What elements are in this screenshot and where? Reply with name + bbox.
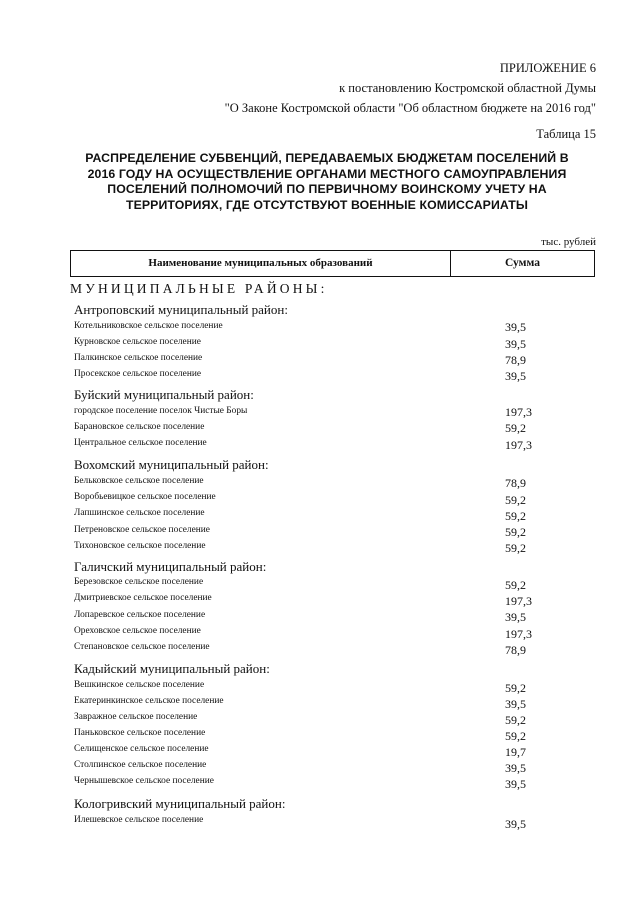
settlement-amount: 59,2 — [505, 421, 526, 435]
settlement-amount: 59,2 — [505, 681, 526, 695]
settlement-name: Паньковское сельское поселение — [74, 728, 206, 738]
appendix-law-title: "О Законе Костромской области "Об областном бюджете на 2016 год" — [224, 101, 596, 115]
title-line: РАСПРЕДЕЛЕНИЕ СУБВЕНЦИЙ, ПЕРЕДАВАЕМЫХ БЮДЖЕТАМ ПОСЕЛЕНИЙ В — [85, 151, 569, 165]
settlement-amount: 59,2 — [505, 541, 526, 555]
settlement-name: Бельковское сельское поселение — [74, 476, 204, 486]
settlement-name: Дмитриевское сельское поселение — [74, 593, 212, 603]
settlement-name: Столпинское сельское поселение — [74, 760, 207, 770]
settlement-name: Петреновское сельское поселение — [74, 525, 210, 535]
settlement-amount: 39,5 — [505, 610, 526, 624]
settlement-name: Лапшинское сельское поселение — [74, 508, 205, 518]
district-heading: Буйский муниципальный район: — [74, 387, 254, 402]
settlement-name: Барановское сельское поселение — [74, 422, 205, 432]
settlement-name: Котельниковское сельское поселение — [74, 321, 223, 331]
settlement-amount: 197,3 — [505, 405, 532, 419]
settlement-amount: 59,2 — [505, 525, 526, 539]
table-number: Таблица 15 — [536, 127, 596, 141]
settlement-name: Березовское сельское поселение — [74, 577, 204, 587]
settlement-name: Лопаревское сельское поселение — [74, 610, 206, 620]
appendix-number: ПРИЛОЖЕНИЕ 6 — [499, 61, 596, 75]
settlement-amount: 59,2 — [505, 729, 526, 743]
settlement-name: Екатеринкинское сельское поселение — [74, 696, 224, 706]
settlement-amount: 197,3 — [505, 627, 532, 641]
settlement-amount: 197,3 — [505, 438, 532, 452]
district-heading: Кадыйский муниципальный район: — [74, 661, 270, 676]
settlement-amount: 39,5 — [505, 320, 526, 334]
document-title — [62, 151, 592, 213]
settlement-amount: 39,5 — [505, 697, 526, 711]
settlement-name: Тихоновское сельское поселение — [74, 541, 206, 551]
district-heading: Вохомский муниципальный район: — [74, 457, 269, 472]
district-heading: Антроповский муниципальный район: — [74, 302, 288, 317]
settlement-amount: 19,7 — [505, 745, 526, 759]
settlement-name: Ореховское сельское поселение — [74, 626, 201, 636]
settlement-amount: 39,5 — [505, 337, 526, 351]
settlement-name: Завражное сельское поселение — [74, 712, 198, 722]
settlement-name: Курновское сельское поселение — [74, 337, 201, 347]
column-header-name: Наименование муниципальных образований — [71, 251, 451, 276]
settlement-name: Вешкинское сельское поселение — [74, 680, 205, 690]
settlement-amount: 39,5 — [505, 369, 526, 383]
settlement-amount: 78,9 — [505, 643, 526, 657]
settlement-amount: 39,5 — [505, 777, 526, 791]
column-header-sum: Сумма — [505, 257, 540, 269]
units-label: тыс. рублей — [541, 236, 596, 248]
settlement-amount: 59,2 — [505, 493, 526, 507]
settlement-name: Центральное сельское поселение — [74, 438, 207, 448]
settlement-name: Палкинское сельское поселение — [74, 353, 203, 363]
section-title: МУНИЦИПАЛЬНЫЕ РАЙОНЫ: — [70, 281, 328, 296]
settlement-amount: 197,3 — [505, 594, 532, 608]
settlement-name: Просекское сельское поселение — [74, 369, 202, 379]
title-line: ТЕРРИТОРИЯХ, ГДЕ ОТСУТСТВУЮТ ВОЕННЫЕ КОМИССАРИАТЫ — [125, 197, 529, 212]
settlement-amount: 59,2 — [505, 509, 526, 523]
settlement-name: Чернышевское сельское поселение — [74, 776, 214, 786]
settlement-name: Воробьевицкое сельское поселение — [74, 492, 216, 502]
settlement-amount: 59,2 — [505, 578, 526, 592]
district-heading: Кологривский муниципальный район: — [74, 796, 286, 811]
settlement-name: Степановское сельское поселение — [74, 642, 210, 652]
settlement-name: Илешевское сельское поселение — [74, 815, 204, 825]
settlement-amount: 39,5 — [505, 817, 526, 831]
title-line: 2016 ГОДУ НА ОСУЩЕСТВЛЕНИЕ ОРГАНАМИ МЕСТНОГО САМОУПРАВЛЕНИЯ — [87, 166, 567, 181]
settlement-name: городское поселение поселок Чистые Боры — [74, 406, 248, 416]
settlement-amount: 78,9 — [505, 353, 526, 367]
district-heading: Галичский муниципальный район: — [74, 559, 267, 574]
table-header — [70, 250, 595, 277]
settlement-amount: 39,5 — [505, 761, 526, 775]
appendix-reference: к постановлению Костромской областной Думы — [339, 81, 596, 95]
title-line: ПОСЕЛЕНИЙ ПОЛНОМОЧИЙ ПО ПЕРВИЧНОМУ ВОИНСКОМУ УЧЕТУ НА — [107, 182, 547, 196]
settlement-amount: 78,9 — [505, 476, 526, 490]
settlement-name: Селищенское сельское поселение — [74, 744, 209, 754]
settlement-amount: 59,2 — [505, 713, 526, 727]
